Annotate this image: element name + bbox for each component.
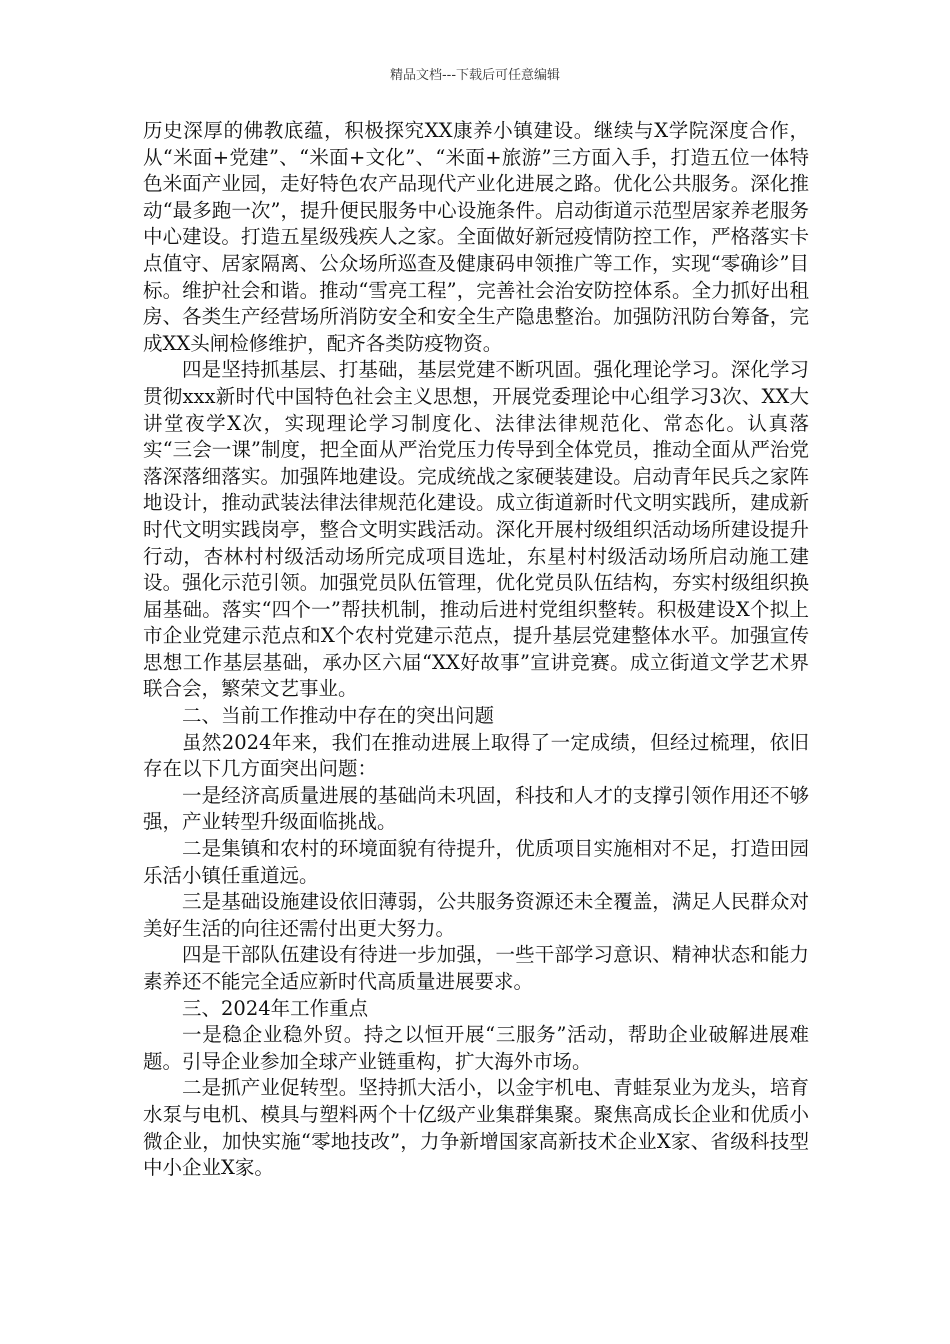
paragraph-continuation: 历史深厚的佛教底蕴，积极探究XX康养小镇建设。继续与X学院深度合作，从“米面+党建”、“米面+文化”、“米面+旅游”三方面入手，打造五位一体特色米面产业园，走好特色农产品现代产业化进展之路。优化公共服务。深化推动“最多跑一次”，提升便民服务中心设施条件。启动街道示范型居家养老服务中心建设。打造五星级残疾人之家。全面做好新冠疫情防控工作，严格落实卡点值守、居家隔离、公众场所巡查及健康码申领推广等工作，实现“零确诊”目标。维护社会和谐。推动“雪亮工程”，完善社会治安防控体系。全力抓好出租房、各类生产经营场所消防安全和安全生产隐患整治。加强防汛防台筹备，完成XX头闸检修维护，配齐各类防疫物资。 bbox=[143, 119, 809, 355]
paragraph-priority-1: 一是稳企业稳外贸。持之以恒开展“三服务”活动，帮助企业破解进展难题。引导企业参加全球产业链重构，扩大海外市场。 bbox=[143, 1023, 809, 1073]
page-header: 精品文档---下载后可任意编辑 bbox=[389, 68, 561, 83]
paragraph-problem-2: 二是集镇和农村的环境面貌有待提升，优质项目实施相对不足，打造田园乐活小镇任重道远。 bbox=[143, 837, 809, 887]
paragraph-problems-intro: 虽然2024年来，我们在推动进展上取得了一定成绩，但经过梳理，依旧存在以下几方面突出问题： bbox=[143, 730, 809, 781]
paragraph-priority-2: 二是抓产业促转型。坚持抓大活小，以金宇机电、青蛙泵业为龙头，培育水泵与电机、模具与塑料两个十亿级产业集群集聚。聚焦高成长企业和优质小微企业，加快实施“零地技改”，力争新增国家高新技术企业X家、省级科技型中小企业X家。 bbox=[143, 1076, 809, 1180]
section-heading-problems: 二、当前工作推动中存在的突出问题 bbox=[182, 704, 495, 728]
section-heading-priorities: 三、2024年工作重点 bbox=[182, 996, 369, 1020]
paragraph-problem-3: 三是基础设施建设依旧薄弱，公共服务资源还未全覆盖，满足人民群众对美好生活的向往还需付出更大努力。 bbox=[143, 890, 809, 940]
paragraph-problem-1: 一是经济高质量进展的基础尚未巩固，科技和人才的支撑引领作用还不够强，产业转型升级面临挑战。 bbox=[143, 783, 809, 834]
paragraph-grassroots-party: 四是坚持抓基层、打基础，基层党建不断巩固。强化理论学习。深化学习贯彻xxx新时代中国特色社会主义思想，开展党委理论中心组学习3次、XX大讲堂夜学X次，实现理论学习制度化、法律法律规范化、常态化。认真落实“三会一课”制度，把全面从严治党压力传导到全体党员，推动全面从严治党落深落细落实。加强阵地建设。完成统战之家硬装建设。启动青年民兵之家阵地设计，推动武装法律法律规范化建设。成立街道新时代文明实践所，建成新时代文明实践岗亭，整合文明实践活动。深化开展村级组织活动场所建设提升行动，杏林村村级活动场所完成项目选址，东星村村级活动场所启动施工建设。强化示范引领。加强党员队伍管理，优化党员队伍结构，夯实村级组织换届基础。落实“四个一”帮扶机制，推动后进村党组织整转。积极建设X个拟上市企业党建示范点和X个农村党建示范点，提升基层党建整体水平。加强宣传思想工作基层基础，承办区六届“XX好故事”宣讲竞赛。成立街道文学艺术界联合会，繁荣文艺事业。 bbox=[143, 358, 809, 701]
document-body bbox=[143, 118, 809, 1182]
paragraph-problem-4: 四是干部队伍建设有待进一步加强，一些干部学习意识、精神状态和能力素养还不能完全适应新时代高质量进展要求。 bbox=[143, 943, 809, 993]
